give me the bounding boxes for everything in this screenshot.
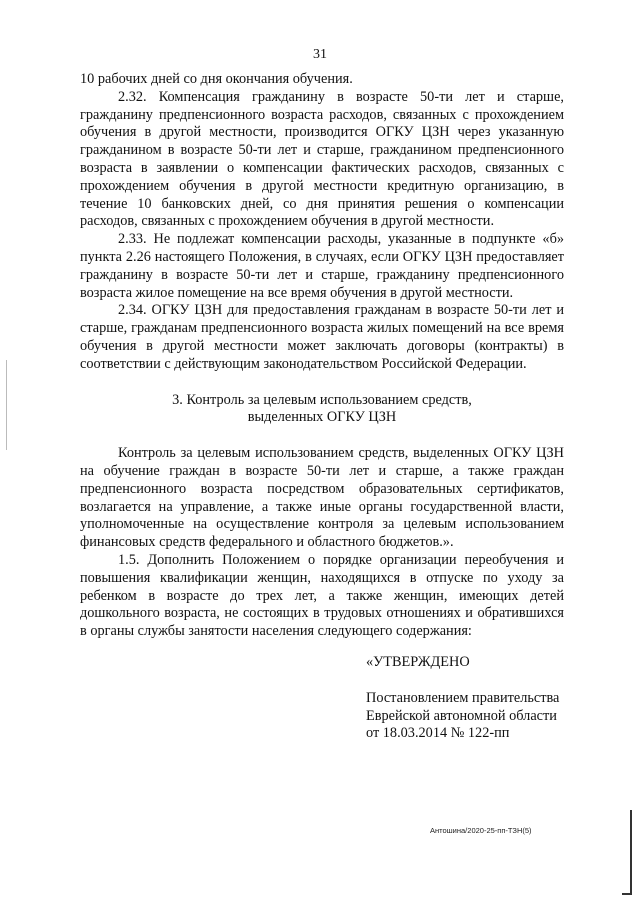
- document-body: [80, 71, 564, 641]
- control-paragraph: Контроль за целевым использованием средств, выделенных ОГКУ ЦЗН на обучение граждан в возрасте 50-ти лет и старше, а также граждан предпенсионного возраста посредством образовательных сертификатов, возлагается на управление, а также иные органы государственной власти, уполномоченные на осуществление контроля за целевым использованием финансовых средств федерального и областного бюджетов.».: [80, 445, 564, 551]
- paragraph-1-5: 1.5. Дополнить Положением о порядке организации переобучения и повышения квалификации женщин, находящихся в отпуске по уходу за ребенком в возрасте до трех лет, а также женщин, имеющих детей дошкольного возраста, не состоящих в трудовых отношениях и обратившихся в органы службы занятости населения следующего содержания:: [80, 551, 564, 640]
- paragraph-2-33: 2.33. Не подлежат компенсации расходы, указанные в подпункте «б» пункта 2.26 настоящего Положения, в случаях, если ОГКУ ЦЗН предоставляет гражданину в возрасте 50-ти лет и старше, гражданину предпенсионного возраста жилое помещение на все время обучения в другой местности.: [80, 231, 564, 301]
- approval-title: «УТВЕРЖДЕНО: [366, 654, 470, 670]
- paragraph-2-32: 2.32. Компенсация гражданину в возрасте 50-ти лет и старше, гражданину предпенсионного возраста расходов, связанных с прохождением обучения в другой местности, производится ОГКУ ЦЗН через указанную гражданином в возрасте 50-ти лет и старше, гражданином предпенсионного возраста в заявлении о компенсации фактических расходов, связанных с прохождением обучения в другой местности кредитную организацию, в течение 10 банковских дней, со дня принятия решения о компенсации расходов, связанных с прохождением обучения в другой местности.: [80, 88, 564, 230]
- scan-artifact-right-foot: [622, 893, 632, 895]
- scan-artifact-left: [6, 360, 7, 450]
- approval-line-1: Постановлением правительства: [366, 689, 560, 706]
- page-number: 31: [313, 47, 327, 62]
- footer-document-code: Антошина/2020-25-пп-ТЗН(5): [430, 826, 532, 835]
- approval-stamp-block: [366, 654, 586, 743]
- paragraph-2-34: 2.34. ОГКУ ЦЗН для предоставления гражданам в возрасте 50-ти лет и старше, гражданам предпенсионного возраста жилых помещений на все время обучения в другой местности может заключать договоры (контракты) в соответствии с действующим законодательством Российской Федерации.: [80, 302, 564, 372]
- approval-line-3: от 18.03.2014 № 122-пп: [366, 725, 510, 742]
- approval-line-2: Еврейской автономной области: [366, 707, 557, 724]
- scan-artifact-right-edge: [630, 810, 632, 895]
- continuation-paragraph: 10 рабочих дней со дня окончания обучения.: [80, 71, 353, 87]
- section-heading-line-2: выделенных ОГКУ ЦЗН: [247, 409, 397, 426]
- section-3-heading: [80, 392, 564, 428]
- section-heading-line-1: 3. Контроль за целевым использованием средств,: [172, 391, 472, 408]
